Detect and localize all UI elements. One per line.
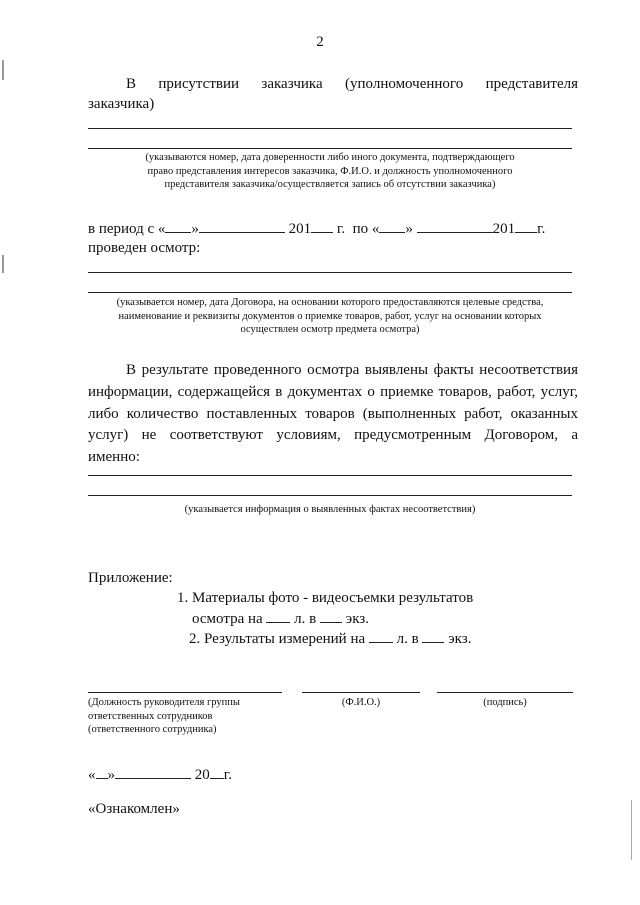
appendix-text: 2. Результаты измерений на <box>189 631 366 647</box>
presence-line-2: заказчика) <box>88 96 155 112</box>
period-caption <box>82 296 578 337</box>
caption-line: право представления интересов заказчика, Ф.И.О. и должность уполномоченного <box>147 165 513 177</box>
blank-field-line <box>88 272 572 273</box>
year-blank <box>515 220 537 233</box>
year-blank <box>210 766 224 779</box>
date-line <box>88 766 232 784</box>
year-suffix: г. <box>336 221 346 237</box>
year-suffix: г. <box>223 767 232 783</box>
month-blank <box>417 220 493 233</box>
scan-edge-mark <box>2 60 4 80</box>
pages-blank <box>369 630 393 643</box>
day-blank <box>379 220 405 233</box>
result-line: услуг) не соответствуют условиям, предусмотренным Договором, а <box>88 427 578 444</box>
month-blank <box>115 766 191 779</box>
fio-signature-line <box>302 692 420 693</box>
copies-blank <box>422 630 444 643</box>
caption-line: наименование и реквизиты документов о приемке товаров, работ, услуг на основании которых <box>118 310 542 322</box>
presence-word: В <box>126 76 137 92</box>
sign-caption: (подпись) <box>483 697 527 708</box>
period-from-label: в период с « <box>88 221 166 237</box>
fio-caption: (Ф.И.О.) <box>341 697 381 708</box>
presence-word: заказчика <box>261 76 323 92</box>
period-to-label: по « <box>352 221 380 237</box>
result-line: В результате проведенного осмотра выявлены факты несоответствия <box>126 362 578 378</box>
acquainted-label: «Ознакомлен» <box>88 801 180 817</box>
caption-line: осуществлен осмотр предмета осмотра) <box>240 324 420 336</box>
caption-line: (ответственного сотрудника) <box>88 724 217 736</box>
caption-line: (Должность руководителя группы <box>88 697 240 708</box>
blank-field-line <box>88 148 572 149</box>
quote-close: » <box>405 221 413 237</box>
blank-field-line <box>88 475 572 476</box>
appendix-text: л. в <box>294 611 317 627</box>
appendix-item-1: 1. Материалы фото - видеосъемки результатов <box>177 590 474 606</box>
pages-blank <box>266 610 290 623</box>
appendix-text: осмотра на <box>192 611 263 627</box>
year-prefix: 20 <box>194 767 210 783</box>
presence-line-1 <box>126 76 578 93</box>
result-line: либо количество поставленных товаров (выполненных работ, оказанных <box>88 405 578 422</box>
appendix-title: Приложение: <box>88 570 173 586</box>
quote-close: » <box>107 767 115 783</box>
page-number: 2 <box>316 34 324 50</box>
day-blank <box>96 766 108 779</box>
sign-signature-line <box>437 692 573 693</box>
presence-word: представителя <box>485 76 578 92</box>
presence-caption <box>88 151 572 192</box>
quote-open: « <box>88 767 96 783</box>
year-prefix: 201 <box>288 221 312 237</box>
year-blank <box>311 220 333 233</box>
day-blank <box>165 220 191 233</box>
result-line: именно: <box>88 449 140 465</box>
caption-line: представителя заказчика/осуществляется запись об отсутствии заказчика) <box>164 179 496 191</box>
caption-line: (указывается номер, дата Договора, на основании которого предоставляются целевые средства, <box>116 297 544 308</box>
copies-blank <box>320 610 342 623</box>
scan-edge-mark <box>631 800 632 860</box>
appendix-text: л. в <box>396 631 419 647</box>
inspection-label: проведен осмотр: <box>88 240 201 256</box>
position-caption <box>88 696 240 737</box>
appendix-text: экз. <box>345 611 369 627</box>
quote-close: » <box>191 221 199 237</box>
caption-line: ответственных сотрудников <box>88 710 213 722</box>
year-prefix: 201 <box>492 221 516 237</box>
caption-line: (указываются номер, дата доверенности либо иного документа, подтверждающего <box>145 152 515 163</box>
result-paragraph <box>88 360 578 469</box>
result-line: информации, содержащейся в документах о приемке товаров, работ, услуг, <box>88 383 578 400</box>
blank-field-line <box>88 292 572 293</box>
blank-field-line <box>88 495 572 496</box>
blank-field-line <box>88 128 572 129</box>
presence-word: присутствии <box>158 76 240 92</box>
presence-word: (уполномоченного <box>345 76 464 92</box>
appendix-item-1-pages <box>192 610 369 628</box>
scan-edge-mark <box>2 255 4 273</box>
appendix-item-2 <box>189 630 471 648</box>
result-caption: (указывается информация о выявленных фактах несоответствия) <box>184 504 476 515</box>
period-line <box>88 220 578 238</box>
year-suffix: г. <box>537 221 546 237</box>
appendix-text: экз. <box>448 631 472 647</box>
month-blank <box>199 220 285 233</box>
position-signature-line <box>88 692 282 693</box>
